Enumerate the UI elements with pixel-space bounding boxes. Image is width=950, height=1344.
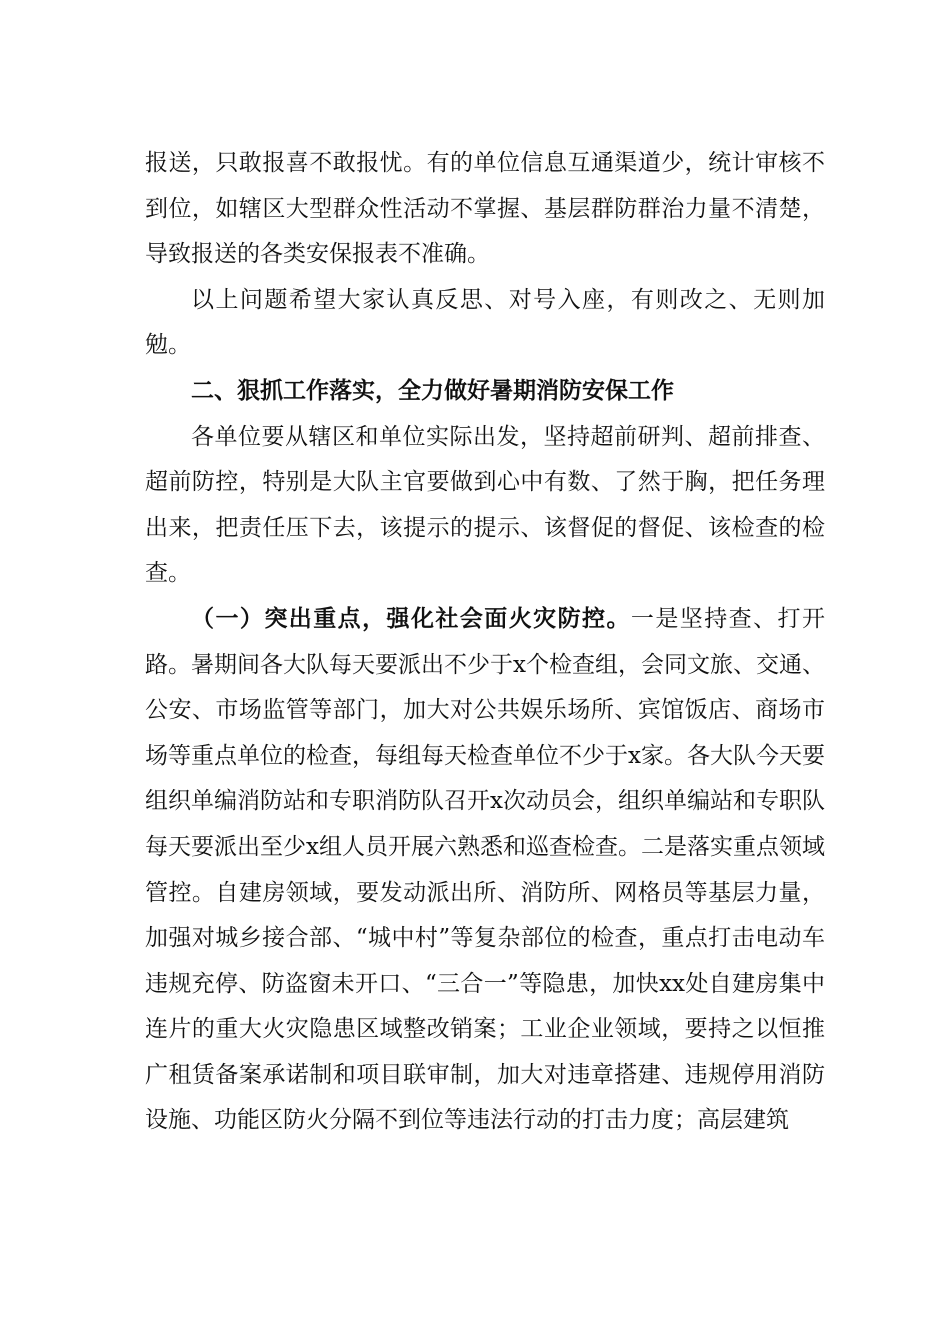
paragraph-summary: 以上问题希望大家认真反思、对号入座，有则改之、无则加勉。 bbox=[145, 286, 825, 359]
subsection-1-body: 一是坚持查、打开路。暑期间各大队每天要派出不少于x个检查组，会同文旅、交通、公安、市场监管等部门，加大对公共娱乐场所、宾馆饭店、商场市场等重点单位的检查，每组每天检查单位不少于x家。各大队今天要组织单编消防站和专职消防队召开x次动员会，组织单编站和专职队每天要派出至少x组人员开展六熟悉和巡查检查。二是落实重点领域管控。自建房领域，要发动派出所、消防所、网格员等基层力量，加强对城乡接合部、“城中村”等复杂部位的检查，重点打击电动车违规充停、防盗窗未开口、“三合一”等隐患，加快xx处自建房集中连片的重大火灾隐患区域整改销案；工业企业领域，要持之以恒推广租赁备案承诺制和项目联审制，加大对违章搭建、违规停用消防设施、功能区防火分隔不到位等违法行动的打击力度；高层建筑 bbox=[145, 605, 826, 1134]
document-body bbox=[145, 141, 825, 1144]
paragraph-subsection-1 bbox=[145, 597, 825, 1144]
section-heading-2: 二、狠抓工作落实，全力做好暑期消防安保工作 bbox=[191, 377, 674, 404]
paragraph-section-intro: 各单位要从辖区和单位实际出发，坚持超前研判、超前排查、超前防控，特别是大队主官要做到心中有数、了然于胸，把任务理出来，把责任压下去，该提示的提示、该督促的督促、该检查的检查。 bbox=[145, 423, 825, 587]
subsection-1-lead: （一）突出重点，强化社会面火灾防控。 bbox=[191, 605, 631, 632]
paragraph-continuation: 报送，只敢报喜不敢报忧。有的单位信息互通渠道少，统计审核不到位，如辖区大型群众性活动不掌握、基层群防群治力量不清楚，导致报送的各类安保报表不准确。 bbox=[145, 150, 825, 268]
